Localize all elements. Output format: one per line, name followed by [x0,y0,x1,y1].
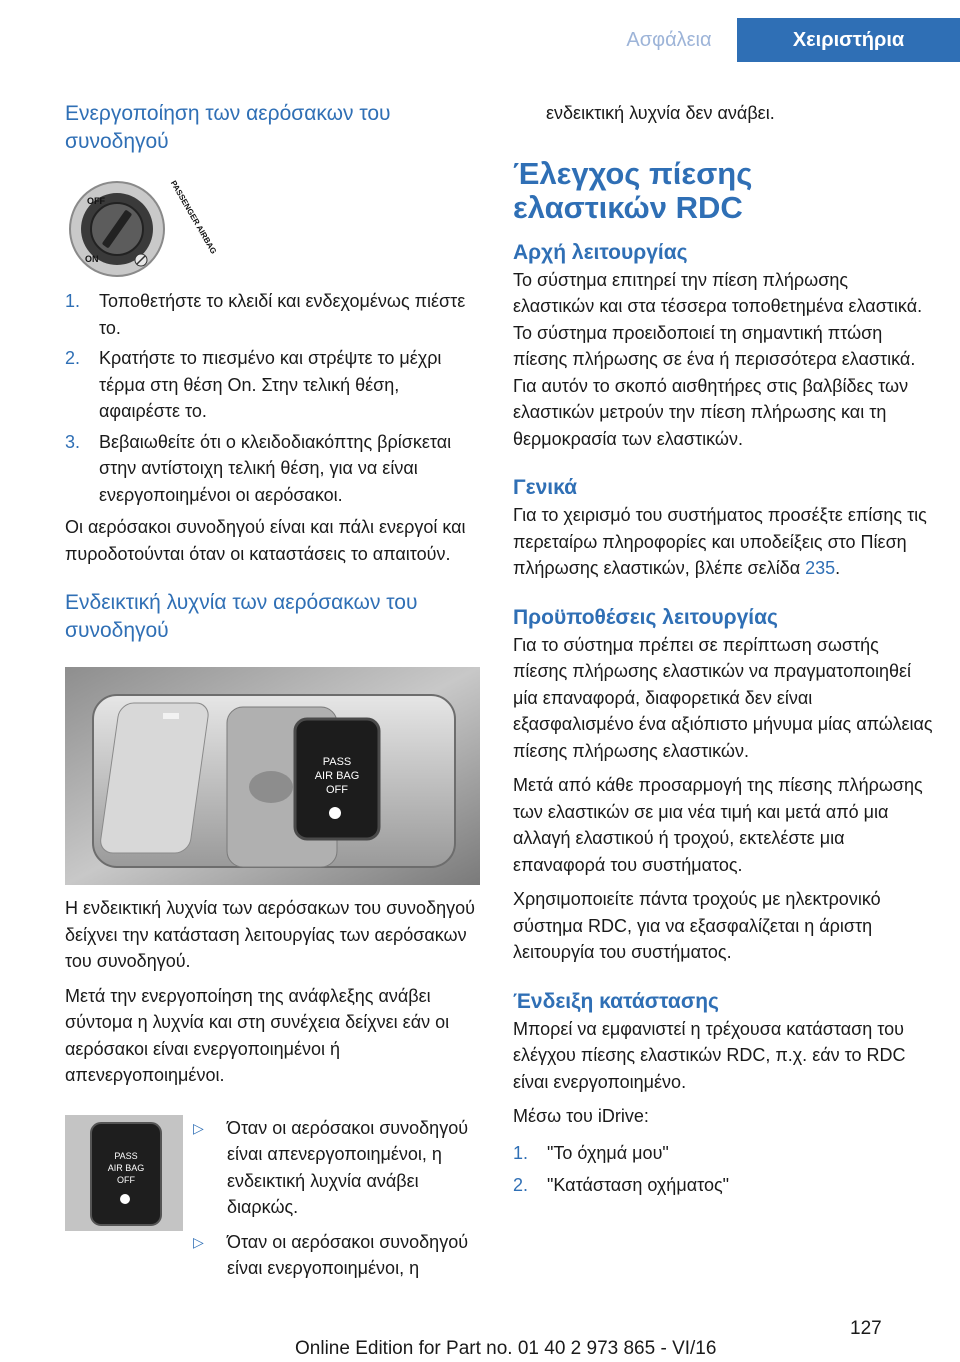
triangle-bullet-icon: ▷ [193,1233,204,1250]
paragraph-lamp-shows-status: Η ενδεικτική λυχνία των αερόσακων του συνοδηγού δείχνει την κατάσταση λειτουργίας των αερόσακων του συνοδηγού. [65,898,475,971]
heading-passenger-airbag-activation: Ενεργοποίηση των αερόσακων του συνοδηγού [65,102,391,153]
step-text: Κρατήστε το πιεσμένο και στρέψτε το μέχρι τέρμα στη θέση On. Στην τελική θέση, αφαιρέστε το. [99,348,442,421]
bullet-text: Όταν οι αερόσακοι συνοδηγού είναι απενεργοποιημένοι, η ενδεικτική λυχνία ανάβει διαρκώς. [227,1117,469,1217]
step-number: 2. [65,348,81,368]
idrive-steps [513,1140,933,1199]
svg-text:PASS: PASS [322,756,352,768]
heading-general: Γενικά [513,476,578,499]
heading-rdc: Έλεγχος πίεσης ελαστικών RDC [513,155,753,225]
key-switch-figure [65,178,480,280]
list-item [513,1172,933,1199]
left-column [65,100,480,1305]
step-text: "Κατάσταση οχήματος" [547,1175,730,1195]
step-number: 3. [65,431,81,452]
lamp-states-block [65,1115,480,1305]
list-item [193,1229,480,1282]
lamp-closeup-photo [65,1115,183,1231]
paragraph-status-1: Μπορεί να εμφανιστεί η τρέχουσα κατάσταση του ελέγχου πίεσης ελαστικών RDC, π.χ. εάν το RDC είναι ενεργοποιημένο. [513,1018,906,1092]
svg-text:PASS: PASS [114,1150,138,1161]
list-item [65,345,480,425]
page-link[interactable]: 235 [805,558,836,578]
pass-airbag-off-lamp-icon [65,1115,183,1231]
paragraph-airbags-active: Οι αερόσακοι συνοδηγού είναι και πάλι ενεργοί και πυροδοτούνται όταν οι καταστάσεις το απαιτούν. [65,517,466,564]
indicator-lamp-photo [65,667,480,885]
list-item [193,1115,480,1221]
continued-text: ενδεικτική λυχνία δεν ανάβει. [546,103,775,123]
step-number: 1. [513,1142,529,1163]
list-item [65,429,480,509]
step-number: 2. [513,1175,529,1195]
paragraph-principle: Το σύστημα επιτηρεί την πίεση πλήρωσης ελαστικών και στα τέσσερα τοποθετημένα ελαστικά. Το σύστημα προειδοποιεί τη σημαντική πτώση πίεσης πλήρωσης σε ένα ή περισσότερα ελαστικά. Για αυτόν το σκοπό αισθητήρες στις βαλβίδες των ελαστικών μετρούν την πίεση πλήρωσης και τη θερμοκρασία των ελαστικών. [513,269,923,449]
step-text: "Το όχημά μου" [547,1142,669,1163]
paragraph-prereq-3: Χρησιμοποιείτε πάντα τροχούς με ηλεκτρονικό σύστημα RDC, για να εξασφαλίζεται η άριστη λειτουργία του συστήματος. [513,889,881,962]
svg-text:AIR BAG: AIR BAG [314,770,360,782]
svg-text:OFF: OFF [326,784,348,796]
right-column [513,100,933,1199]
switch-on-label: ON [85,254,99,264]
triangle-bullet-icon: ▷ [193,1119,204,1136]
tab-safety[interactable]: Ασφάλεια [626,29,712,51]
paragraph-lamp-after-ignition: Μετά την ενεργοποίηση της ανάφλεξης ανάβει σύντομα η λυχνία και στη συνέχεια δείχνει εάν οι αερόσακοι είναι ενεργοποιημένοι ή απενεργοποιημένοι. [65,985,450,1085]
lamp-state-list [193,1115,480,1282]
step-number: 1. [65,291,81,311]
tab-controls[interactable]: Χειριστήρια [737,18,960,62]
step-text: Βεβαιωθείτε ότι ο κλειδοδιακόπτης βρίσκεται στην αντίστοιχη τελική θέση, για να είναι ενεργοποιημένοι οι αερόσακοι. [99,431,452,505]
heading-status-display: Ένδειξη κατάστασης [513,989,719,1013]
activation-steps [65,288,480,508]
switch-off-label: OFF [87,196,105,206]
key-switch-icon [65,178,219,280]
edition-footer: Online Edition for Part no. 01 40 2 973 865 - VI/16 [295,1338,717,1359]
list-item [65,288,480,341]
switch-passenger-airbag-label: PASSENGER AIRBAG [168,178,219,256]
svg-text:AIR BAG: AIR BAG [107,1162,145,1173]
svg-text:OFF: OFF [117,1174,135,1185]
bullet-text: Όταν οι αερόσακοι συνοδηγού είναι ενεργοποιημένοι, η [227,1231,469,1278]
paragraph-status-2: Μέσω του iDrive: [513,1106,649,1126]
page-header [0,0,960,62]
list-item [513,1140,933,1167]
heading-prerequisites: Προϋποθέσεις λειτουργίας [513,605,778,629]
page-number: 127 [850,1318,882,1339]
paragraph-prereq-1: Για το σύστημα πρέπει σε περίπτωση σωστής πίεσης πλήρωσης ελαστικών να πραγματοποιηθεί μία επαναφορά, διαφορετικά δεν είναι εξασφαλισμένο ένα αξιόπιστο μήνυμα μίας απώλειας πίεσης πλήρωσης ελαστικών. [513,634,933,761]
step-text: Τοποθετήστε το κλειδί και ενδεχομένως πιέστε το. [99,291,466,338]
heading-principle: Αρχή λειτουργίας [513,240,688,264]
paragraph-general: Για το χειρισμό του συστήματος προσέξτε επίσης τις περεταίρω πληροφορίες και υποδείξεις στο Πίεση πλήρωσης ελαστικών, βλέπε σελίδα 235. [513,505,927,578]
airbag-indicator-panel-icon [65,667,480,885]
paragraph-prereq-2: Μετά από κάθε προσαρμογή της πίεσης πλήρωσης των ελαστικών σε μια νέα τιμή και μετά από μια αλλαγή ελαστικού ή τροχού, εκτελέστε μια επαναφορά του συστήματος. [513,775,923,875]
heading-indicator-lamp: Ενδεικτική λυχνία των αερόσακων του συνοδηγού [65,591,418,642]
